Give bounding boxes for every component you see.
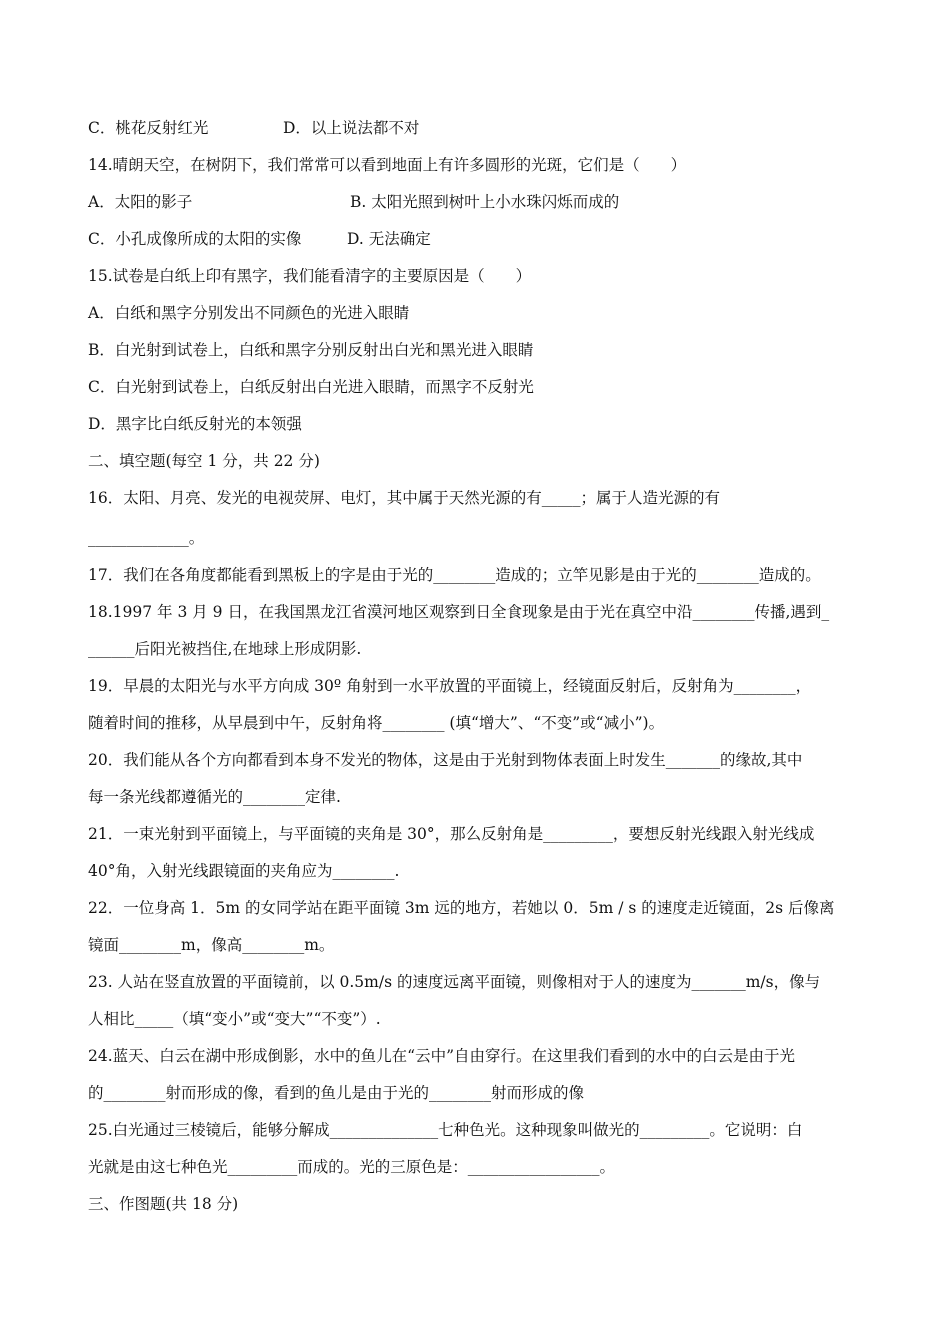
q15-option-c: C．白光射到试卷上，白纸反射出白光进入眼睛，而黑字不反射光 [88, 378, 534, 396]
q21-line-2: 40°角，入射光线跟镜面的夹角应为________. [88, 862, 400, 880]
section-drawing-heading: 三、作图题(共 18 分) [88, 1195, 239, 1213]
q14-option-b: B. 太阳光照到树叶上小水珠闪烁而成的 [350, 193, 620, 211]
q13-option-d: D．以上说法都不对 [283, 119, 420, 137]
q22-line-1: 22．一位身高 1．5m 的女同学站在距平面镜 3m 远的地方，若她以 0．5m / s 的速度走近镜面，2s 后像离 [88, 899, 835, 917]
q15-option-a: A．白纸和黑字分别发出不同颜色的光进入眼睛 [88, 304, 410, 322]
q16-line-2: _____________。 [88, 529, 205, 547]
q14-stem: 14.晴朗天空，在树阴下，我们常常可以看到地面上有许多圆形的光斑，它们是（ ） [88, 156, 687, 174]
q25-line-2: 光就是由这七种色光_________而成的。光的三原色是：_________________。 [88, 1158, 616, 1176]
q14-option-d: D. 无法确定 [347, 230, 431, 248]
q15-option-b: B．白光射到试卷上，白纸和黑字分别反射出白光和黑光进入眼睛 [88, 341, 534, 359]
q24-line-2: 的________射而形成的像，看到的鱼儿是由于光的________射而形成的像 [88, 1084, 585, 1102]
q18-line-1: 18.1997 年 3 月 9 日，在我国黑龙江省漠河地区观察到日全食现象是由于光在真空中沿________传播,遇到_ [88, 603, 830, 621]
q21-line-1: 21．一束光射到平面镜上，与平面镜的夹角是 30°，那么反射角是_________，要想反射光线跟入射光线成 [88, 825, 815, 843]
q14-option-c: C．小孔成像所成的太阳的实像 [88, 230, 302, 248]
q24-line-1: 24.蓝天、白云在湖中形成倒影，水中的鱼儿在“云中”自由穿行。在这里我们看到的水中的白云是由于光 [88, 1047, 796, 1065]
q23-line-2: 人相比_____（填“变小”或“变大”“不变”）. [88, 1010, 381, 1028]
q19-line-1: 19．早晨的太阳光与水平方向成 30º 角射到一水平放置的平面镜上，经镜面反射后，反射角为________， [88, 677, 812, 695]
q18-line-2: ______后阳光被挡住,在地球上形成阴影. [88, 640, 362, 658]
q15-option-d: D．黑字比白纸反射光的本领强 [88, 415, 302, 433]
q22-line-2: 镜面________m，像高________m。 [88, 936, 335, 954]
section-fill-in-heading: 二、填空题(每空 1 分，共 22 分) [88, 452, 320, 470]
q20-line-1: 20．我们能从各个方向都看到本身不发光的物体，这是由于光射到物体表面上时发生_______的缘故,其中 [88, 751, 803, 769]
q17: 17．我们在各角度都能看到黑板上的字是由于光的________造成的；立竿见影是由于光的________造成的。 [88, 566, 821, 584]
q14-option-a: A．太阳的影子 [88, 193, 193, 211]
q20-line-2: 每一条光线都遵循光的________定律. [88, 788, 341, 806]
q13-option-c: C．桃花反射红光 [88, 119, 209, 137]
q16-line-1: 16．太阳、月亮、发光的电视荧屏、电灯，其中属于天然光源的有_____；属于人造光源的有 [88, 489, 720, 507]
q25-line-1: 25.白光通过三棱镜后，能够分解成______________七种色光。这种现象叫做光的_________。它说明：白 [88, 1121, 803, 1139]
q23-line-1: 23. 人站在竖直放置的平面镜前，以 0.5m/s 的速度远离平面镜，则像相对于人的速度为_______m/s，像与 [88, 973, 821, 991]
q15-stem: 15.试卷是白纸上印有黑字，我们能看清字的主要原因是（ ） [88, 267, 532, 285]
q19-line-2: 随着时间的推移，从早晨到中午，反射角将________ (填“增大”、“不变”或“减小”)。 [88, 714, 665, 732]
